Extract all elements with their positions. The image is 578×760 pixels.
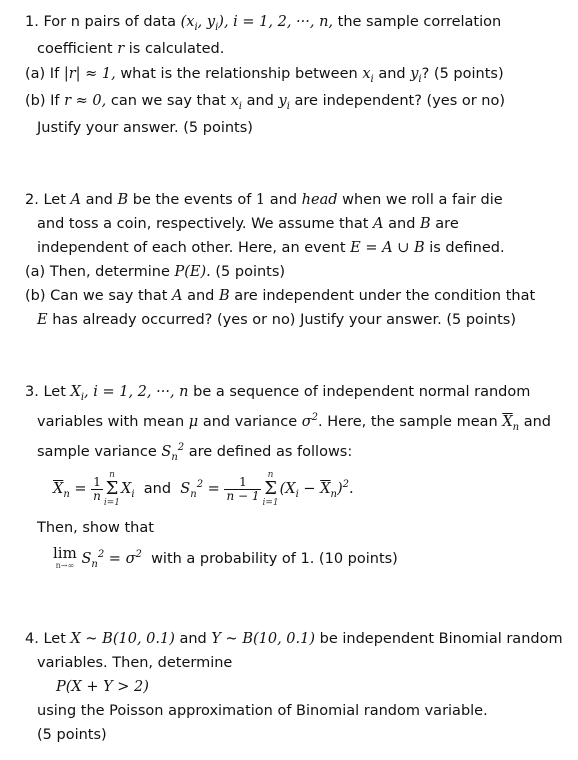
fraction-1-over-n-minus-1: $\frac{1}{n - 1}$ bbox=[226, 474, 260, 503]
q2-part-a: (a) Then, determine P(E). (5 points) bbox=[25, 264, 286, 280]
q4-line-2: variables. Then, determine bbox=[37, 655, 233, 671]
q3-line-5: Then, show that bbox=[37, 520, 154, 536]
q4-expression: P(X + Y > 2) bbox=[56, 679, 149, 695]
q1-part-a: (a) If |r| ≈ 1, what is the relationship between $x_i$ and $y_i$? (5 points) bbox=[25, 66, 504, 85]
q3-limit: lim n→∞ $S_n^2 = \sigma^2$ with a probability of 1. (10 points) bbox=[53, 544, 398, 570]
q2-line-2: and toss a coin, respectively. We assume that A and B are bbox=[37, 216, 459, 232]
q2-line-3: independent of each other. Here, an event E = A ∪ B is defined. bbox=[37, 240, 505, 256]
q1-line-2: coefficient r is calculated. bbox=[37, 41, 225, 57]
q3-line-1: 3. Let $X_i$, i = 1, 2, ···, n be a sequence of independent normal random bbox=[25, 384, 531, 403]
q4-line-4: using the Poisson approximation of Binomial random variable. bbox=[37, 703, 488, 719]
q2-part-b: (b) Can we say that A and B are independent under the condition that bbox=[25, 288, 536, 304]
q2-justify: E has already occurred? (yes or no) Justify your answer. (5 points) bbox=[37, 312, 517, 328]
q3-formula: $\overline{X}_n$ = $\frac{1}{n}$ n Σ i=1 $X_i$ and $S_n^2$ = $\frac{1}{n - 1}$ n Σ i=1 $(X_i - \overline{X}_n)^2$. bbox=[53, 470, 354, 508]
formula-sample-mean: $\overline{X}_n$ bbox=[53, 481, 70, 500]
q3-line-2: variables with mean μ and variance $\sigma^2$. Here, the sample mean $\overline{X}_n$ and bbox=[37, 412, 551, 433]
fraction-1-over-n: $\frac{1}{n}$ bbox=[93, 474, 101, 503]
q1-line-1: 1. For n pairs of data ($x_i$, $y_i$), i = 1, 2, ···, n, the sample correlation bbox=[25, 14, 502, 33]
q1-justify: Justify your answer. (5 points) bbox=[37, 120, 253, 136]
sum-symbol: n Σ i=1 bbox=[103, 470, 121, 508]
q3-line-3: sample variance $S_n^2$ are defined as follows: bbox=[37, 442, 353, 463]
q4-line-1: 4. Let X ~ B(10, 0.1) and Y ~ B(10, 0.1) be independent Binomial random bbox=[25, 631, 563, 647]
q2-line-1: 2. Let A and B be the events of 1 and head when we roll a fair die bbox=[25, 192, 503, 208]
limit-symbol: lim n→∞ bbox=[53, 544, 77, 570]
formula-sample-variance: $S_n^2$ bbox=[180, 479, 204, 500]
q1-text: 1. For n pairs of data bbox=[25, 14, 176, 30]
q1-pairs-math: ($x_i$, $y_i$), i = 1, 2, ···, n, bbox=[180, 14, 334, 33]
sum-symbol-2: n Σ i=1 bbox=[262, 470, 279, 508]
q1-part-b: (b) If r ≈ 0, can we say that $x_i$ and $y_i$ are independent? (yes or no) bbox=[25, 93, 506, 112]
q4-points: (5 points) bbox=[37, 727, 107, 743]
